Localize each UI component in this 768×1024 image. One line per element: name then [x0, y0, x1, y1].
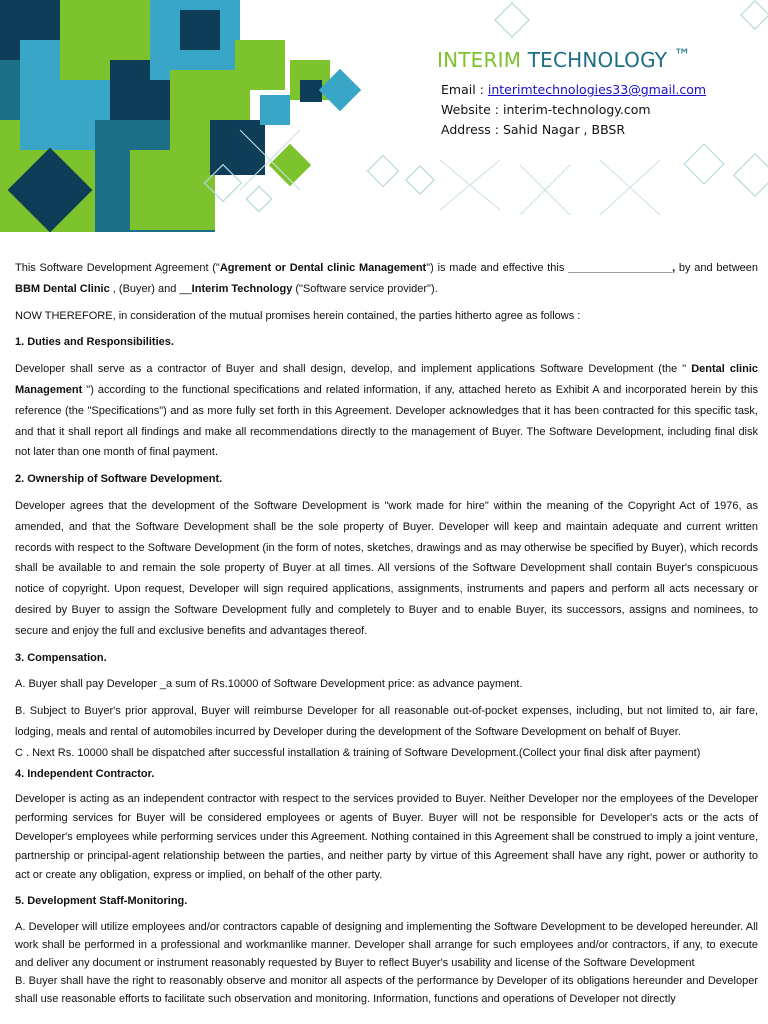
section-3-item-c: C . Next Rs. 10000 shall be dispatched after successful installation & training of Software Development.(Collect your final disk after payment) — [15, 746, 701, 759]
section-5-item-a: A. Developer will utilize employees and/or contractors capable of designing and implementing the Software Development to be developed hereunder. All work shall be performed in a professional and workmanlike manner. Developer shall arrange for such employees and/or contractors, if any, to execute and deliver any document or instrument reasonably requested by Buyer to reflect Buyer's usability and license of the Software Development — [15, 921, 758, 970]
agreement-name: Agrement or Dental clinic Management — [219, 262, 427, 274]
email-line — [441, 82, 706, 97]
company-name-word2: TECHNOLOGY — [527, 48, 668, 72]
section-5-heading: 5. Development Staff-Monitoring. — [15, 895, 188, 908]
section-3-item-b: B. Subject to Buyer's prior approval, Buyer will reimburse Developer for all reasonable out-of-pocket expenses, including, but not limited to, air fare, lodging, meals and rental of automobiles incurred by Developer during the development of the Software Development on behalf of Buyer. — [15, 705, 758, 738]
now-therefore-paragraph: NOW THEREFORE, in consideration of the mutual promises herein contained, the parties hitherto agree as follows : — [15, 309, 581, 322]
intro-text-2: ") is made and effective this — [426, 262, 569, 274]
intro-text-1: This Software Development Agreement (" — [15, 262, 220, 274]
section-1-text-1: Developer shall serve as a contractor of Buyer and shall design, develop, and implement applications Software Development (the " — [15, 363, 692, 376]
email-link[interactable]: interimtechnologies33@gmail.com — [487, 82, 707, 97]
intro-text-4: , (Buyer) and __ — [109, 282, 192, 295]
section-1-body — [15, 359, 758, 463]
section-2-heading: 2. Ownership of Software Development. — [15, 473, 223, 486]
email-label: Email : — [441, 82, 488, 97]
company-name-word1: INTERIM — [437, 48, 522, 72]
section-5-item-b: B. Buyer shall have the right to reasonably observe and monitor all aspects of the performance by Developer of its obligations hereunder and Developer shall use reasonable efforts to facilitate such observation and monitoring. Information, functions and operations of Developer not directly — [15, 975, 758, 1006]
intro-text-5: ("Software service provider"). — [292, 282, 438, 295]
letterhead — [0, 0, 768, 232]
address-line: Address : Sahid Nagar , BBSR — [441, 122, 626, 137]
section-4-body: Developer is acting as an independent contractor with respect to the services provided to Buyer. Neither Developer nor the employees of the Developer performing services for Buyer will be considered employees or agents of Buyer. Buyer will not be responsible for Developer's acts or the acts of Developer's employees while performing services under this Agreement. Nothing contained in this Agreement shall be construed to imply a joint venture, partnership or principal-agent relationship between the parties, and neither party by virtue of this Agreement shall have any right, power or authority to act or create any obligation, express or implied, on behalf of the other party. — [15, 793, 758, 882]
section-1-text-2: ") according to the functional specifications and related information, if any, attached hereto as Exhibit A and incorporated herein by this reference (the "Specifications") and as more fully set forth in this Agreement. Developer acknowledges that it has been contracted for this specific task, and that it shall report all findings and make all recommendations directly to the management of Buyer. The Software Development, including final disk not later than one month of final payment. — [15, 383, 758, 459]
intro-paragraph — [15, 258, 758, 300]
software-name: Dental clinic Management — [15, 363, 758, 396]
geometric-banner-graphic — [0, 0, 768, 232]
intro-text-3: by and between — [675, 262, 759, 274]
effective-date-blank: _________________, — [568, 262, 676, 274]
section-3-item-a: A. Buyer shall pay Developer _a sum of Rs.10000 of Software Development price: as advance payment. — [15, 678, 523, 691]
section-2-body: Developer agrees that the development of the Software Development is "work made for hire" within the meaning of the Copyright Act of 1976, as amended, and that the Software Development shall be the sole property of Buyer. Developer will keep and maintain adequate and current written records with respect to the Software Development (in the form of notes, sketches, drawings and as may otherwise be specified by Buyer), which records shall be available to and remain the sole property of Buyer at all times. All versions of the Software Development shall contain Buyer's conspicuous notice of copyright. Upon request, Developer will sign required applications, assignments, instruments and papers and perform all acts necessary or desired by Buyer to assign the Software Development fully and completely to Buyer and to enable Buyer, its successors, assigns and nominees, to secure and enjoy the full and exclusive benefits and advantages thereof. — [15, 499, 758, 637]
provider-name: Interim Technology — [191, 282, 293, 295]
agreement-body — [15, 258, 758, 1008]
section-4-heading: 4. Independent Contractor. — [15, 767, 155, 780]
website-line: Website : interim-technology.com — [441, 102, 651, 117]
buyer-name: BBM Dental Clinic — [15, 282, 110, 295]
company-name — [437, 46, 691, 72]
section-3-heading: 3. Compensation. — [15, 651, 107, 664]
trademark-symbol: ™ — [673, 46, 691, 66]
section-1-heading: 1. Duties and Responsibilities. — [15, 336, 174, 349]
